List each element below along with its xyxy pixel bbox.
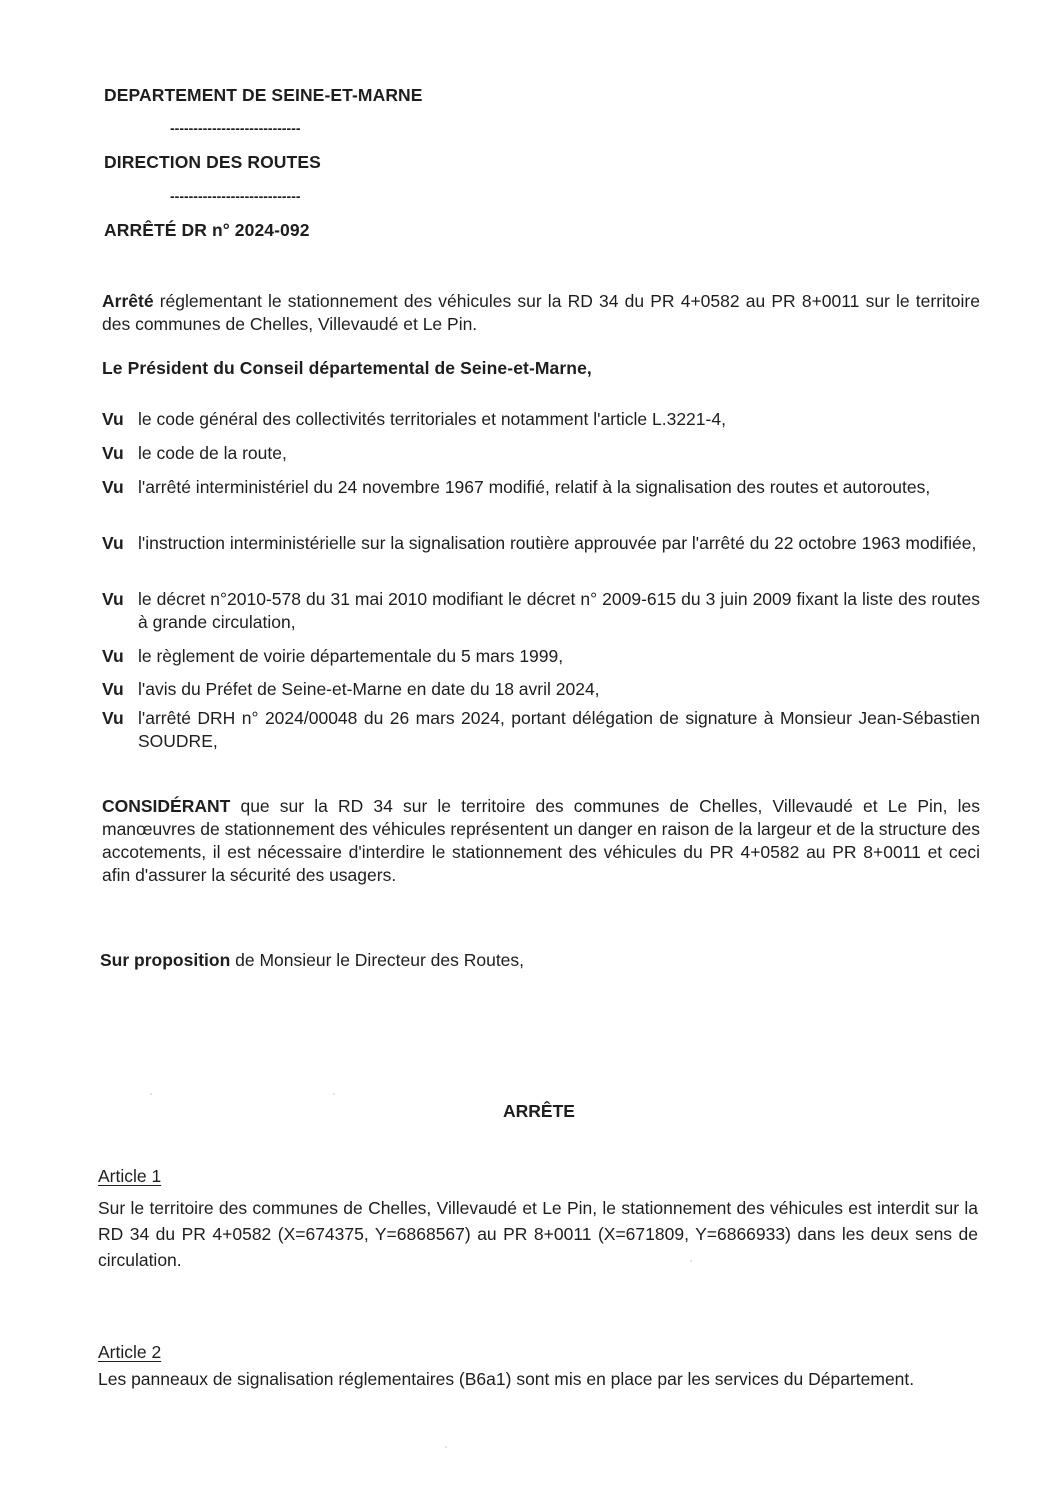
vu-label: Vu [102, 409, 124, 429]
intro-lead: Arrêté [102, 291, 154, 311]
vu-item [102, 678, 980, 701]
considerant-text: que sur la RD 34 sur le territoire des communes de Chelles, Villevaudé et Le Pin, les manœuvres de stationnement des véhicules représentent un danger en raison de la largeur et de la structure des accotements, il est nécessaire d'interdire le stationnement des véhicules du PR 4+0582 au PR 8+0011 et ceci afin d'assurer la sécurité des usagers. [102, 796, 980, 885]
separator-line: ---------------------------- [170, 120, 301, 136]
scan-speck [445, 1446, 447, 1448]
vu-text: le décret n°2010-578 du 31 mai 2010 modifiant le décret n° 2009-615 du 3 juin 2009 fixant la liste des routes à grande circulation, [138, 589, 980, 632]
vu-item [102, 707, 980, 753]
vu-label: Vu [102, 589, 124, 609]
vu-label: Vu [102, 443, 124, 463]
article-1-title: Article 1 [98, 1166, 162, 1186]
vu-item [102, 476, 980, 499]
proposition-text: de Monsieur le Directeur des Routes, [230, 950, 525, 970]
arrete-number: ARRÊTÉ DR n° 2024-092 [104, 220, 310, 240]
article-2-body: Les panneaux de signalisation réglementaires (B6a1) sont mis en place par les services du Département. [98, 1369, 915, 1389]
vu-item [102, 588, 980, 634]
vu-text: l'instruction interministérielle sur la signalisation routière approuvée par l'arrêté du 22 octobre 1963 modifiée, [138, 533, 977, 553]
vu-text: l'avis du Préfet de Seine-et-Marne en date du 18 avril 2024, [138, 679, 600, 699]
vu-item [102, 645, 980, 668]
vu-item [102, 408, 980, 431]
intro-paragraph [102, 290, 980, 336]
vu-text: le règlement de voirie départementale du 5 mars 1999, [138, 646, 564, 666]
intro-text: réglementant le stationnement des véhicules sur la RD 34 du PR 4+0582 au PR 8+0011 sur le territoire des communes de Chelles, Villevaudé et Le Pin. [102, 291, 980, 334]
vu-text: l'arrêté interministériel du 24 novembre 1967 modifié, relatif à la signalisation des routes et autoroutes, [138, 477, 931, 497]
vu-text: le code de la route, [138, 443, 287, 463]
vu-text: le code général des collectivités territoriales et notamment l'article L.3221-4, [138, 409, 726, 429]
separator-line: ---------------------------- [170, 188, 301, 204]
proposition-lead: Sur proposition [100, 950, 231, 970]
vu-label: Vu [102, 708, 124, 728]
scan-speck [333, 1093, 335, 1095]
considerant-lead: CONSIDÉRANT [102, 796, 231, 816]
article-1-body: Sur le territoire des communes de Chelles, Villevaudé et Le Pin, le stationnement des véhicules est interdit sur la RD 34 du PR 4+0582 (X=674375, Y=6868567) au PR 8+0011 (X=671809, Y=6866933) dans les deux sens de circulation. [98, 1198, 978, 1270]
president-line: Le Président du Conseil départemental de Seine-et-Marne, [102, 358, 592, 378]
direction-heading: DIRECTION DES ROUTES [104, 152, 321, 172]
department-heading: DEPARTEMENT DE SEINE-ET-MARNE [104, 85, 423, 105]
proposition-line [100, 950, 524, 971]
arrete-title: ARRÊTE [503, 1101, 575, 1121]
considerant-paragraph [102, 795, 980, 887]
vu-item [102, 442, 980, 465]
scan-speck [690, 1260, 692, 1262]
vu-label: Vu [102, 679, 124, 699]
vu-label: Vu [102, 477, 124, 497]
vu-text: l'arrêté DRH n° 2024/00048 du 26 mars 2024, portant délégation de signature à Monsieur Jean-Sébastien SOUDRE, [138, 708, 980, 751]
vu-label: Vu [102, 533, 124, 553]
article-2-title: Article 2 [98, 1342, 162, 1362]
scan-speck [150, 1093, 152, 1095]
vu-item [102, 532, 980, 555]
vu-label: Vu [102, 646, 124, 666]
